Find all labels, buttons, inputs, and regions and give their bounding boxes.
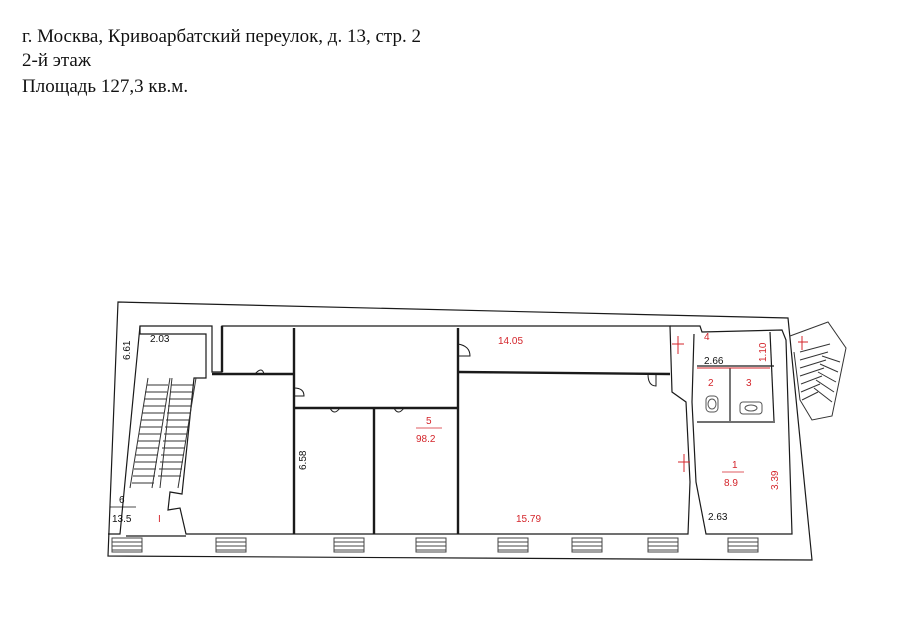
room-1-width-dimension: 3.39 <box>770 470 781 490</box>
room-5-number: 5 <box>426 416 432 427</box>
room-6-number: 6 <box>119 495 125 506</box>
room-5-area: 98.2 <box>416 434 436 445</box>
toilet-icon <box>706 396 718 412</box>
main-length-dimension: 15.79 <box>516 514 542 525</box>
washbasin-icon <box>740 402 762 414</box>
hall-width-dimension: 6.58 <box>298 450 309 470</box>
stair-marker: I <box>158 514 161 525</box>
area-line: Площадь 127,3 кв.м. <box>22 76 189 97</box>
room-4-number: 4 <box>704 332 710 343</box>
door <box>458 344 470 356</box>
door <box>294 388 304 396</box>
hall-length-dimension: 14.05 <box>498 336 524 347</box>
address-line: г. Москва, Кривоарбатский переулок, д. 13, стр. 2 <box>22 26 421 47</box>
door <box>648 374 656 386</box>
room-1-area: 8.9 <box>724 478 738 489</box>
stair-width-dimension: 2.03 <box>150 334 170 345</box>
room-3-number: 3 <box>746 378 752 389</box>
room-1-number: 1 <box>732 460 738 471</box>
room-1-length-dimension: 2.63 <box>708 512 728 523</box>
windows <box>112 538 758 552</box>
external-stairs <box>790 322 846 420</box>
room-6-area: 13.5 <box>112 514 132 525</box>
stair-length-dimension: 6.61 <box>122 340 133 360</box>
wc-width-dimension: 1.10 <box>758 342 769 362</box>
stairs <box>130 378 196 488</box>
room-2-number: 2 <box>708 378 714 389</box>
service-block-wall <box>670 326 792 534</box>
floor-line: 2-й этаж <box>22 50 91 71</box>
wc-length-dimension: 2.66 <box>704 356 724 367</box>
